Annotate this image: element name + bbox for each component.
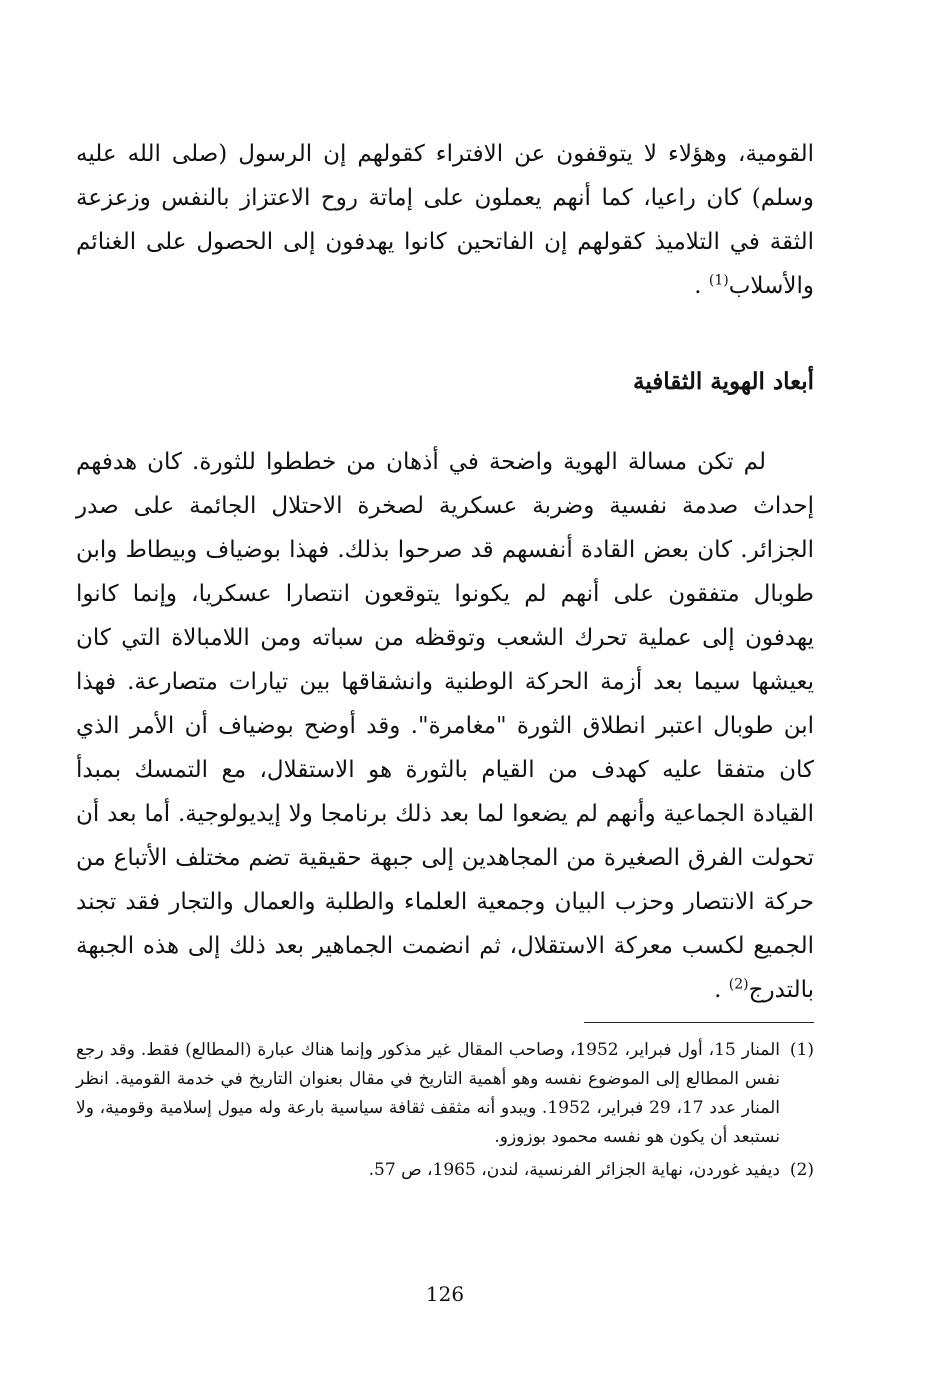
section-heading: أبعاد الهوية الثقافية bbox=[632, 368, 814, 395]
body-paragraph-1 bbox=[76, 132, 814, 308]
body-paragraph-2 bbox=[76, 440, 814, 1012]
footnote-2 bbox=[76, 1156, 814, 1185]
book-page bbox=[76, 0, 814, 1382]
footnote-1-number: (1) bbox=[789, 1040, 814, 1060]
page-number: 126 bbox=[425, 1282, 465, 1306]
footnotes-section bbox=[76, 1036, 814, 1185]
footnote-ref-2[interactable]: (2) bbox=[728, 976, 749, 993]
paragraph-2-end: . bbox=[714, 977, 722, 1003]
footnote-2-text: ديفيد غوردن، نهاية الجزائر الفرنسية، لندن، 1965، ص 57. bbox=[368, 1160, 780, 1180]
paragraph-2-body: لم تكن مسالة الهوية واضحة في أذهان من خططوا للثورة. كان هدفهم إحداث صدمة نفسية وضربة عسكرية لصخرة الاحتلال الجائمة على صدر الجزائر. كان بعض القادة أنفسهم قد صرحوا بذلك. فهذا بوضياف وبيطاط وابن طوبال متفقون على أنهم لم يكونوا يتوقعون انتصارا عسكريا، وإنما كانوا يهدفون إلى عملية تحرك الشعب وتوقظه من سباته ومن اللامبالاة التي كان يعيشها سيما بعد أزمة الحركة الوطنية وانشقاقها بين تيارات متصارعة. فهذا ابن طوبال اعتبر انطلاق الثورة "مغامرة". وقد أوضح بوضياف أن الأمر الذي كان متفقا عليه كهدف من القيام بالثورة هو الاستقلال، مع التمسك بمبدأ القيادة الجماعية وأنهم لم يضعوا لما بعد ذلك برنامجا ولا إيديولوجية. أما بعد أن تحولت الفرق الصغيرة من المجاهدين إلى جبهة حقيقية تضم مختلف الأتباع من حركة الانتصار وحزب البيان وجمعية العلماء والطلبة والعمال والتجار فقد تجند الجميع لكسب معركة الاستقلال، ثم انضمت الجماهير بعد ذلك إلى هذه الجبهة بالتدرج bbox=[76, 449, 814, 1003]
paragraph-1-text: القومية، وهؤلاء لا يتوقفون عن الافتراء كقولهم إن الرسول (صلى الله عليه وسلم) كان راعيا، كما أنهم يعملون على إماتة روح الاعتزاز بالنفس وزعزعة الثقة في التلاميذ كقولهم إن الفاتحين كانوا يهدفون إلى الحصول على الغنائم والأسلاب bbox=[76, 141, 814, 299]
paragraph-1-end: . bbox=[694, 273, 702, 299]
footnote-1 bbox=[76, 1036, 814, 1152]
footnote-2-number: (2) bbox=[789, 1160, 814, 1180]
paragraph-2-text bbox=[76, 440, 814, 1012]
footnote-1-text: المنار 15، أول فبراير، 1952، وصاحب المقال غير مذكور وإنما هناك عبارة (المطالع) فقط. وقد رجع نفس المطالع إلى الموضوع نفسه وهو أهمية التاريخ في مقال بعنوان التاريخ في خدمة القومية. انظر المنار عدد 17، 29 فبراير، 1952. ويبدو أنه مثقف ثقافة سياسية بارعة وله ميول إسلامية وقومية، ولا نستبعد أن يكون هو نفسه محمود بوزوزو. bbox=[76, 1040, 781, 1147]
footnote-ref-1[interactable]: (1) bbox=[708, 272, 729, 289]
footnote-separator bbox=[584, 1022, 814, 1023]
